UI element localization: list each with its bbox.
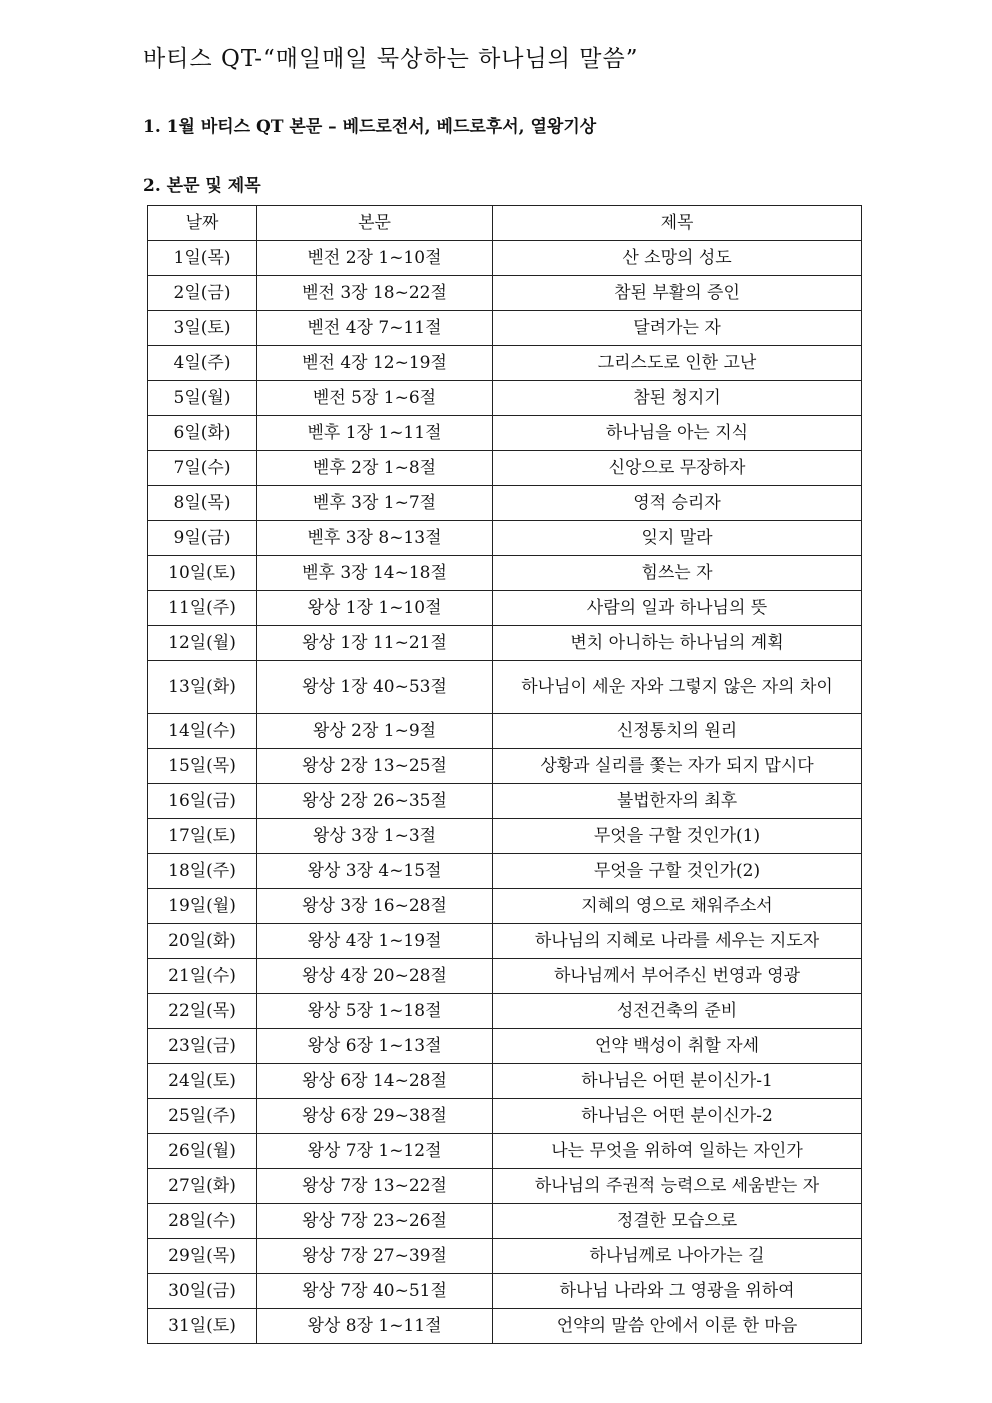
date-cell: 21일(수) [148, 959, 257, 994]
title-cell: 무엇을 구할 것인가(2) [493, 854, 862, 889]
date-cell: 19일(월) [148, 889, 257, 924]
header-passage: 본문 [257, 206, 493, 241]
date-cell: 22일(목) [148, 994, 257, 1029]
table-row [148, 749, 862, 784]
passage-cell: 왕상 7장 27~39절 [257, 1239, 493, 1274]
table-row [148, 714, 862, 749]
date-cell: 18일(주) [148, 854, 257, 889]
title-cell: 하나님께로 나아가는 길 [493, 1239, 862, 1274]
title-cell: 신정통치의 원리 [493, 714, 862, 749]
date-cell: 6일(화) [148, 416, 257, 451]
schedule-table [147, 205, 862, 1344]
table-row [148, 1169, 862, 1204]
date-cell: 23일(금) [148, 1029, 257, 1064]
passage-cell: 왕상 1장 40~53절 [257, 661, 493, 714]
passage-cell: 왕상 3장 16~28절 [257, 889, 493, 924]
title-cell: 하나님의 주권적 능력으로 세움받는 자 [493, 1169, 862, 1204]
passage-cell: 왕상 4장 20~28절 [257, 959, 493, 994]
title-cell: 언약 백성이 취할 자세 [493, 1029, 862, 1064]
table-row [148, 311, 862, 346]
table-row [148, 486, 862, 521]
table-row [148, 1204, 862, 1239]
date-cell: 29일(목) [148, 1239, 257, 1274]
passage-cell: 왕상 1장 1~10절 [257, 591, 493, 626]
passage-cell: 왕상 7장 23~26절 [257, 1204, 493, 1239]
passage-cell: 왕상 8장 1~11절 [257, 1309, 493, 1344]
title-cell: 하나님이 세운 자와 그렇지 않은 자의 차이 [493, 661, 862, 714]
table-row [148, 1274, 862, 1309]
date-cell: 7일(수) [148, 451, 257, 486]
title-cell: 지혜의 영으로 채워주소서 [493, 889, 862, 924]
title-cell: 정결한 모습으로 [493, 1204, 862, 1239]
passage-cell: 왕상 1장 11~21절 [257, 626, 493, 661]
passage-cell: 벧전 4장 12~19절 [257, 346, 493, 381]
passage-cell: 왕상 6장 14~28절 [257, 1064, 493, 1099]
date-cell: 20일(화) [148, 924, 257, 959]
table-row [148, 1099, 862, 1134]
title-cell: 하나님의 지혜로 나라를 세우는 지도자 [493, 924, 862, 959]
title-cell: 달려가는 자 [493, 311, 862, 346]
date-cell: 16일(금) [148, 784, 257, 819]
passage-cell: 벧후 1장 1~11절 [257, 416, 493, 451]
table-row [148, 626, 862, 661]
passage-cell: 벧전 2장 1~10절 [257, 241, 493, 276]
title-cell: 하나님께서 부어주신 번영과 영광 [493, 959, 862, 994]
passage-cell: 벧전 5장 1~6절 [257, 381, 493, 416]
title-cell: 참된 부활의 증인 [493, 276, 862, 311]
passage-cell: 벧전 4장 7~11절 [257, 311, 493, 346]
passage-cell: 왕상 6장 1~13절 [257, 1029, 493, 1064]
table-header-row [148, 206, 862, 241]
section-2-heading: 2. 본문 및 제목 [143, 176, 261, 196]
title-cell: 하나님 나라와 그 영광을 위하여 [493, 1274, 862, 1309]
header-date: 날짜 [148, 206, 257, 241]
date-cell: 31일(토) [148, 1309, 257, 1344]
date-cell: 8일(목) [148, 486, 257, 521]
table-row [148, 1239, 862, 1274]
title-cell: 사람의 일과 하나님의 뜻 [493, 591, 862, 626]
date-cell: 3일(토) [148, 311, 257, 346]
date-cell: 13일(화) [148, 661, 257, 714]
title-cell: 힘쓰는 자 [493, 556, 862, 591]
date-cell: 30일(금) [148, 1274, 257, 1309]
title-cell: 나는 무엇을 위하여 일하는 자인가 [493, 1134, 862, 1169]
date-cell: 5일(월) [148, 381, 257, 416]
table-row [148, 276, 862, 311]
table-row [148, 556, 862, 591]
table-row [148, 416, 862, 451]
passage-cell: 벧후 2장 1~8절 [257, 451, 493, 486]
date-cell: 1일(목) [148, 241, 257, 276]
title-cell: 상황과 실리를 쫓는 자가 되지 맙시다 [493, 749, 862, 784]
passage-cell: 왕상 7장 13~22절 [257, 1169, 493, 1204]
date-cell: 27일(화) [148, 1169, 257, 1204]
title-cell: 성전건축의 준비 [493, 994, 862, 1029]
passage-cell: 왕상 4장 1~19절 [257, 924, 493, 959]
date-cell: 17일(토) [148, 819, 257, 854]
title-cell: 참된 청지기 [493, 381, 862, 416]
table-row [148, 784, 862, 819]
date-cell: 9일(금) [148, 521, 257, 556]
date-cell: 11일(주) [148, 591, 257, 626]
passage-cell: 왕상 2장 26~35절 [257, 784, 493, 819]
passage-cell: 왕상 2장 13~25절 [257, 749, 493, 784]
table-row [148, 1134, 862, 1169]
title-cell: 영적 승리자 [493, 486, 862, 521]
passage-cell: 벧후 3장 1~7절 [257, 486, 493, 521]
title-cell: 언약의 말씀 안에서 이룬 한 마음 [493, 1309, 862, 1344]
date-cell: 10일(토) [148, 556, 257, 591]
date-cell: 14일(수) [148, 714, 257, 749]
passage-cell: 왕상 7장 40~51절 [257, 1274, 493, 1309]
passage-cell: 왕상 3장 1~3절 [257, 819, 493, 854]
date-cell: 15일(목) [148, 749, 257, 784]
table-row [148, 994, 862, 1029]
title-cell: 산 소망의 성도 [493, 241, 862, 276]
title-cell: 그리스도로 인한 고난 [493, 346, 862, 381]
table-row [148, 451, 862, 486]
document-title: 바티스 QT-“매일매일 묵상하는 하나님의 말씀” [143, 46, 639, 72]
table-row [148, 381, 862, 416]
title-cell: 잊지 말라 [493, 521, 862, 556]
table-row [148, 521, 862, 556]
table-row [148, 241, 862, 276]
date-cell: 25일(주) [148, 1099, 257, 1134]
date-cell: 4일(주) [148, 346, 257, 381]
date-cell: 26일(월) [148, 1134, 257, 1169]
title-cell: 하나님은 어떤 분이신가-2 [493, 1099, 862, 1134]
table-row [148, 959, 862, 994]
title-cell: 하나님을 아는 지식 [493, 416, 862, 451]
passage-cell: 벧후 3장 8~13절 [257, 521, 493, 556]
table-row [148, 1309, 862, 1344]
table-row [148, 1029, 862, 1064]
date-cell: 12일(월) [148, 626, 257, 661]
table-row [148, 591, 862, 626]
table-row [148, 1064, 862, 1099]
passage-cell: 왕상 3장 4~15절 [257, 854, 493, 889]
passage-cell: 벧후 3장 14~18절 [257, 556, 493, 591]
table-row [148, 854, 862, 889]
table-row [148, 661, 862, 714]
passage-cell: 왕상 6장 29~38절 [257, 1099, 493, 1134]
passage-cell: 왕상 2장 1~9절 [257, 714, 493, 749]
title-cell: 불법한자의 최후 [493, 784, 862, 819]
passage-cell: 왕상 5장 1~18절 [257, 994, 493, 1029]
passage-cell: 왕상 7장 1~12절 [257, 1134, 493, 1169]
title-cell: 하나님은 어떤 분이신가-1 [493, 1064, 862, 1099]
date-cell: 28일(수) [148, 1204, 257, 1239]
title-cell: 변치 아니하는 하나님의 계획 [493, 626, 862, 661]
date-cell: 2일(금) [148, 276, 257, 311]
section-1-heading: 1. 1월 바티스 QT 본문 – 베드로전서, 베드로후서, 열왕기상 [143, 117, 597, 137]
table-row [148, 889, 862, 924]
title-cell: 신앙으로 무장하자 [493, 451, 862, 486]
title-cell: 무엇을 구할 것인가(1) [493, 819, 862, 854]
table-row [148, 924, 862, 959]
passage-cell: 벧전 3장 18~22절 [257, 276, 493, 311]
table-row [148, 819, 862, 854]
table-row [148, 346, 862, 381]
date-cell: 24일(토) [148, 1064, 257, 1099]
header-title: 제목 [493, 206, 862, 241]
